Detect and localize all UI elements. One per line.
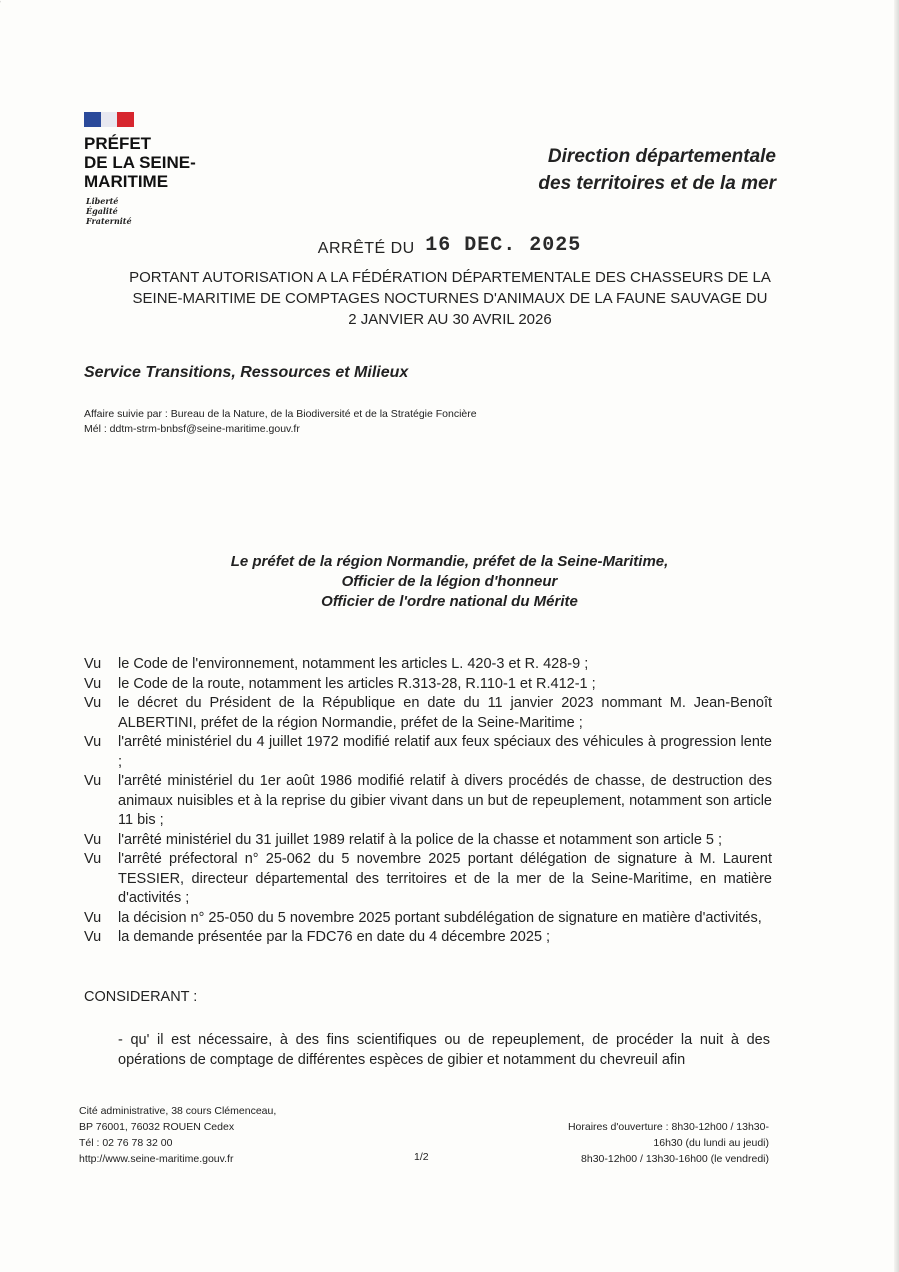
vu-label: Vu <box>84 909 102 926</box>
subject-line: SEINE-MARITIME DE COMPTAGES NOCTURNES D'ANIMAUX DE LA FAUNE SAUVAGE DU <box>132 290 768 307</box>
arrete-title <box>0 234 899 260</box>
vu-text: la décision n° 25-050 du 5 novembre 2025 portant subdélégation de signature en matière d'activités, <box>118 909 762 926</box>
prefet-brand <box>84 134 196 191</box>
motto-line: Égalité <box>86 206 118 216</box>
considerant-text: - qu' il est nécessaire, à des fins scientifiques ou de repeuplement, de procéder la nuit à des opérations de comptage de différentes espèces de gibier et notamment du chevreuil afin <box>118 1032 770 1068</box>
address-line: BP 76001, 76032 ROUEN Cedex <box>79 1121 235 1133</box>
motto-line: Fraternité <box>86 216 132 226</box>
brand-line: PRÉFET <box>84 134 152 153</box>
date-stamp: 16 DEC. 2025 <box>425 234 582 257</box>
affaire-block <box>84 407 477 437</box>
vu-text: la demande présentée par la FDC76 en date du 4 décembre 2025 ; <box>118 929 551 945</box>
vu-label: Vu <box>84 773 102 789</box>
hours-line: 8h30-12h00 / 13h30-16h00 (le vendredi) <box>581 1153 769 1165</box>
direction-line: Direction départementale <box>547 146 776 167</box>
brand-line: DE LA SEINE- <box>84 153 196 172</box>
vu-label: Vu <box>84 656 102 672</box>
prefet-line: Officier de la légion d'honneur <box>341 573 558 590</box>
footer-address <box>79 1103 276 1167</box>
affaire-suivie: Affaire suivie par : Bureau de la Nature, de la Biodiversité et de la Stratégie Foncière <box>84 408 477 420</box>
address-line: Cité administrative, 38 cours Clémenceau, <box>79 1105 277 1117</box>
vu-text: l'arrêté ministériel du 1er août 1986 modifié relatif à divers procédés de chasse, de destruction des animaux nuisibles et à la reprise du gibier vivant dans un but de repeuplement, notamment son article 11 bis ; <box>118 773 772 828</box>
flag-red-band <box>117 112 134 127</box>
hours-line: Horaires d'ouverture : 8h30-12h00 / 13h30- <box>567 1121 769 1133</box>
vu-text: le décret du Président de la République en date du 11 janvier 2023 nommant M. Jean-Benoît ALBERTINI, préfet de la région Normandie, préfet de la Seine-Maritime ; <box>118 695 772 731</box>
republic-motto <box>86 196 132 226</box>
vu-text: le Code de la route, notamment les articles R.313-28, R.110-1 et R.412-1 ; <box>118 675 596 692</box>
subject-line: PORTANT AUTORISATION A LA FÉDÉRATION DÉPARTEMENTALE DES CHASSEURS DE LA <box>129 269 771 286</box>
vu-text: l'arrêté préfectoral n° 25-062 du 5 novembre 2025 portant délégation de signature à M. Laurent TESSIER, directeur départemental des territoires et de la mer de la Seine-Maritime, en matière d'activités ; <box>118 851 772 906</box>
direction-heading <box>538 143 776 197</box>
vu-label: Vu <box>84 675 102 692</box>
prefet-line: Le préfet de la région Normandie, préfet de la Seine-Maritime, <box>230 553 669 570</box>
vu-text: le Code de l'environnement, notamment les articles L. 420-3 et R. 428-9 ; <box>118 656 589 672</box>
vu-item <box>84 655 772 675</box>
mel-contact: Mél : ddtm-strm-bnbsf@seine-maritime.gouv.fr <box>84 423 300 435</box>
considerant-label: CONSIDERANT : <box>84 989 198 1005</box>
flag-blue-band <box>84 112 101 127</box>
brand-line: MARITIME <box>84 172 169 191</box>
scan-artifact-line <box>0 0 1 224</box>
vu-text: l'arrêté ministériel du 4 juillet 1972 modifié relatif aux feux spéciaux des véhicules à progression lente ; <box>118 734 772 770</box>
direction-line: des territoires et de la mer <box>538 173 776 194</box>
vu-text: l'arrêté ministériel du 31 juillet 1989 relatif à la police de la chasse et notamment son article 5 ; <box>118 831 723 848</box>
arrete-subject <box>80 267 820 330</box>
vu-label: Vu <box>84 831 102 848</box>
service-name: Service Transitions, Ressources et Milieux <box>84 364 409 381</box>
vu-item <box>84 850 772 909</box>
flag-white-band <box>101 112 118 127</box>
hours-line: 16h30 (du lundi au jeudi) <box>653 1137 769 1149</box>
vu-item <box>84 831 772 851</box>
vu-item <box>84 694 772 733</box>
vu-label: Vu <box>84 695 102 711</box>
vu-item <box>84 909 772 929</box>
vu-item <box>84 675 772 695</box>
phone-line: Tél : 02 76 78 32 00 <box>79 1137 173 1149</box>
vu-list <box>84 655 772 948</box>
vu-label: Vu <box>84 734 102 750</box>
arrete-label: ARRÊTÉ DU <box>317 240 415 257</box>
marianne-logo <box>84 112 134 127</box>
website-link[interactable]: http://www.seine-maritime.gouv.fr <box>79 1153 234 1165</box>
motto-line: Liberté <box>86 196 119 206</box>
prefet-titles <box>0 552 899 612</box>
vu-label: Vu <box>84 929 102 945</box>
footer-hours <box>529 1119 769 1167</box>
vu-item <box>84 928 772 948</box>
page-number: 1/2 <box>414 1151 429 1163</box>
vu-item <box>84 733 772 772</box>
vu-item <box>84 772 772 831</box>
scan-edge <box>894 0 899 1272</box>
subject-line: 2 JANVIER AU 30 AVRIL 2026 <box>348 311 552 328</box>
prefet-line: Officier de l'ordre national du Mérite <box>321 593 578 610</box>
vu-label: Vu <box>84 851 102 867</box>
